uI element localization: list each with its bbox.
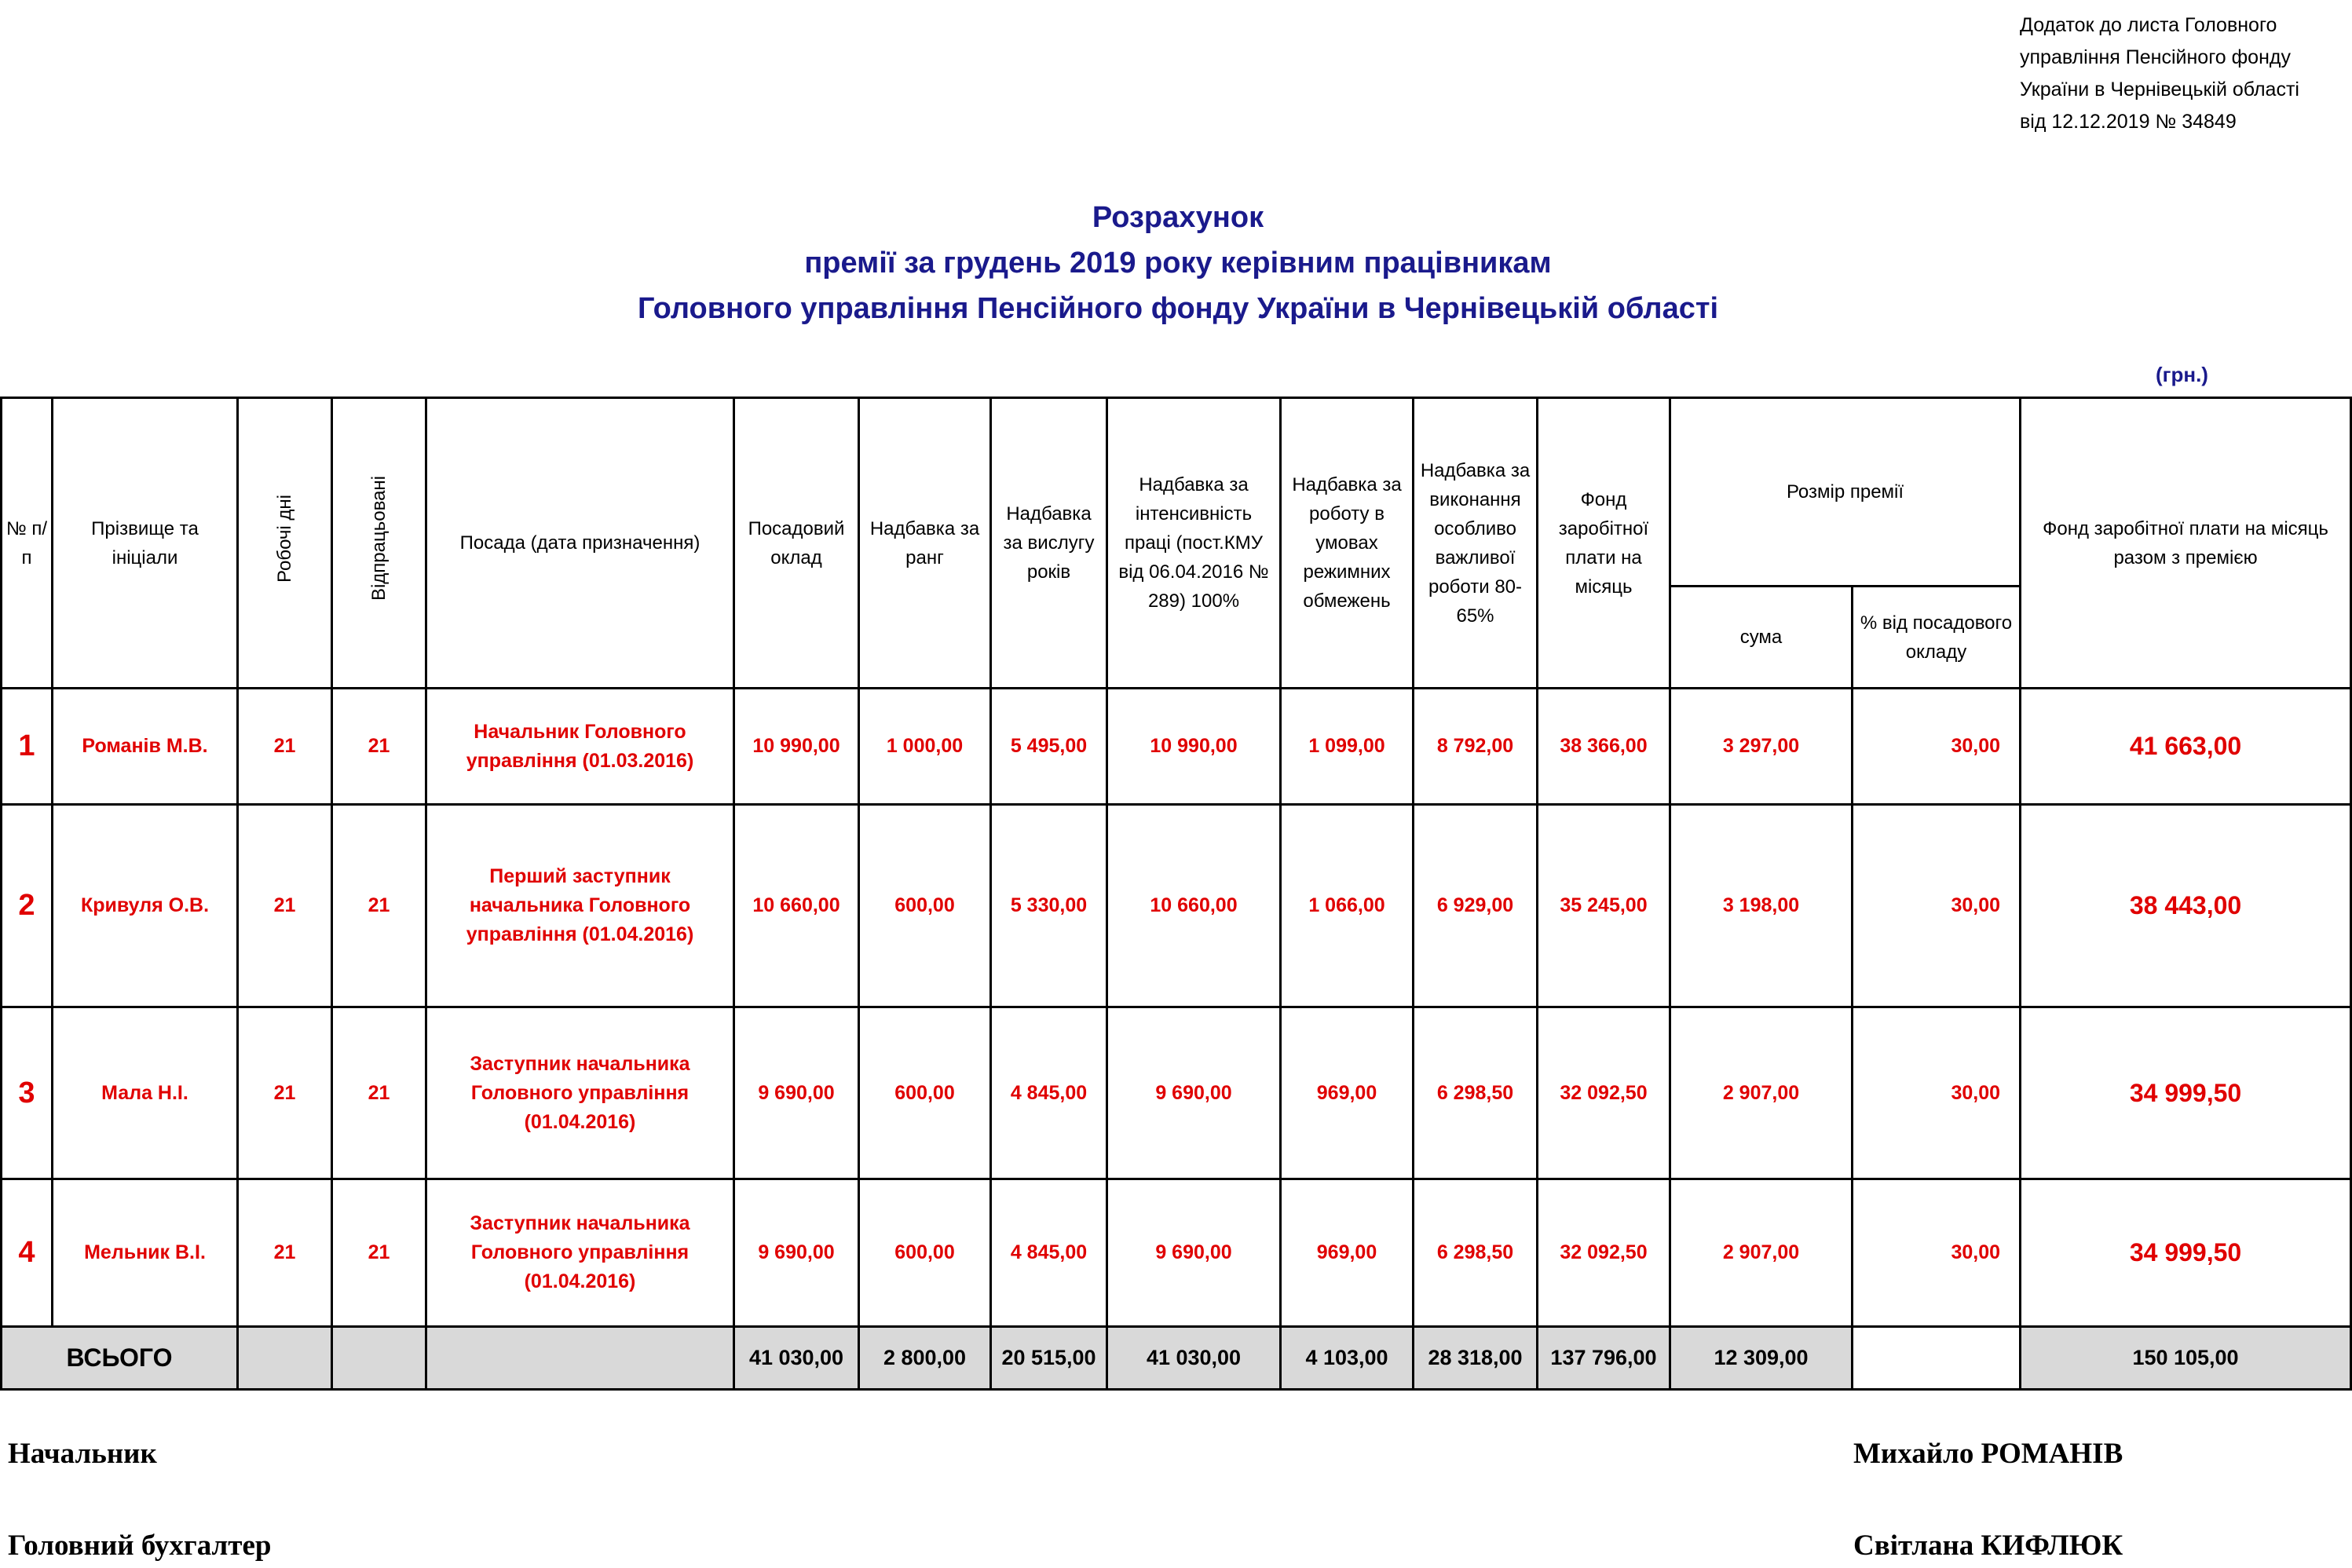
cell-name: Мала Н.І. bbox=[53, 1007, 238, 1179]
cell-total: 38 443,00 bbox=[2021, 805, 2351, 1007]
totals-bonus: 12 309,00 bbox=[1670, 1327, 1853, 1390]
cell-bonus: 3 198,00 bbox=[1670, 805, 1853, 1007]
cell-name: Мельник В.І. bbox=[53, 1179, 238, 1327]
cell-days: 21 bbox=[238, 805, 332, 1007]
annex-line: управління Пенсійного фонду bbox=[2020, 46, 2291, 68]
cell-num: 1 bbox=[2, 689, 53, 805]
col-header-work-days: Робочі дні bbox=[238, 398, 332, 689]
cell-pct: 30,00 bbox=[1853, 1179, 2021, 1327]
cell-rank: 600,00 bbox=[859, 1179, 991, 1327]
cell-seniority: 4 845,00 bbox=[991, 1179, 1107, 1327]
cell-intensity: 10 990,00 bbox=[1107, 689, 1281, 805]
annex-line: України в Чернівецькій області bbox=[2020, 79, 2299, 101]
totals-pct bbox=[1853, 1327, 2021, 1390]
cell-salary: 10 660,00 bbox=[734, 805, 859, 1007]
cell-total: 34 999,50 bbox=[2021, 1007, 2351, 1179]
cell-worked: 21 bbox=[332, 805, 426, 1007]
totals-intensity: 41 030,00 bbox=[1107, 1327, 1281, 1390]
chief-title: Начальник bbox=[8, 1438, 157, 1470]
cell-position: Заступник начальника Головного управління (01.04.2016) bbox=[426, 1179, 734, 1327]
totals-label: ВСЬОГО bbox=[2, 1327, 238, 1390]
annex-note bbox=[2020, 9, 2299, 138]
document-title bbox=[0, 195, 2352, 331]
col-header-intensity: Надбавка за інтенсивність праці (пост.КМУ від 06.04.2016 № 289) 100% bbox=[1107, 398, 1281, 689]
col-header-num: № п/п bbox=[2, 398, 53, 689]
cell-num: 2 bbox=[2, 805, 53, 1007]
cell-worked: 21 bbox=[332, 1179, 426, 1327]
cell-num: 3 bbox=[2, 1007, 53, 1179]
accountant-title: Головний бухгалтер bbox=[8, 1530, 272, 1562]
col-header-worked: Відпрацьовані bbox=[332, 398, 426, 689]
cell-rank: 1 000,00 bbox=[859, 689, 991, 805]
cell-salary: 10 990,00 bbox=[734, 689, 859, 805]
cell-position: Заступник начальника Головного управління (01.04.2016) bbox=[426, 1007, 734, 1179]
cell-worked: 21 bbox=[332, 1007, 426, 1179]
cell-seniority: 4 845,00 bbox=[991, 1007, 1107, 1179]
bonus-table bbox=[0, 397, 2352, 1391]
cell-bonus: 2 907,00 bbox=[1670, 1179, 1853, 1327]
totals-important: 28 318,00 bbox=[1414, 1327, 1538, 1390]
cell-fund: 32 092,50 bbox=[1538, 1179, 1670, 1327]
totals-total: 150 105,00 bbox=[2021, 1327, 2351, 1390]
title-line: Розрахунок bbox=[1092, 201, 1264, 234]
col-header-position: Посада (дата призначення) bbox=[426, 398, 734, 689]
cell-intensity: 9 690,00 bbox=[1107, 1179, 1281, 1327]
header-row bbox=[2, 398, 2351, 587]
cell-name: Романів М.В. bbox=[53, 689, 238, 805]
chief-name: Михайло РОМАНІВ bbox=[1853, 1438, 2123, 1470]
cell-important: 8 792,00 bbox=[1414, 689, 1538, 805]
cell-pct: 30,00 bbox=[1853, 689, 2021, 805]
cell-regime: 1 066,00 bbox=[1281, 805, 1414, 1007]
totals-seniority: 20 515,00 bbox=[991, 1327, 1107, 1390]
col-header-rank: Надбавка за ранг bbox=[859, 398, 991, 689]
cell-bonus: 3 297,00 bbox=[1670, 689, 1853, 805]
cell-position: Начальник Головного управління (01.03.2016) bbox=[426, 689, 734, 805]
cell-intensity: 10 660,00 bbox=[1107, 805, 1281, 1007]
cell-total: 41 663,00 bbox=[2021, 689, 2351, 805]
units-label: (грн.) bbox=[2156, 363, 2208, 386]
totals-empty bbox=[238, 1327, 332, 1390]
cell-total: 34 999,50 bbox=[2021, 1179, 2351, 1327]
col-header-bonus-pct: % від посадового окладу bbox=[1853, 587, 2021, 689]
cell-salary: 9 690,00 bbox=[734, 1179, 859, 1327]
totals-empty bbox=[332, 1327, 426, 1390]
cell-worked: 21 bbox=[332, 689, 426, 805]
col-header-bonus: Розмір премії bbox=[1670, 398, 2021, 587]
cell-fund: 35 245,00 bbox=[1538, 805, 1670, 1007]
cell-num: 4 bbox=[2, 1179, 53, 1327]
cell-salary: 9 690,00 bbox=[734, 1007, 859, 1179]
cell-bonus: 2 907,00 bbox=[1670, 1007, 1853, 1179]
col-header-name: Прізвище та ініціали bbox=[53, 398, 238, 689]
col-header-important: Надбавка за виконання особливо важливої роботи 80-65% bbox=[1414, 398, 1538, 689]
annex-line: Додаток до листа Головного bbox=[2020, 14, 2277, 36]
totals-rank: 2 800,00 bbox=[859, 1327, 991, 1390]
cell-regime: 969,00 bbox=[1281, 1179, 1414, 1327]
table-row bbox=[2, 805, 2351, 1007]
cell-fund: 32 092,50 bbox=[1538, 1007, 1670, 1179]
col-header-seniority: Надбавка за вислугу років bbox=[991, 398, 1107, 689]
cell-seniority: 5 495,00 bbox=[991, 689, 1107, 805]
totals-empty bbox=[426, 1327, 734, 1390]
cell-important: 6 298,50 bbox=[1414, 1179, 1538, 1327]
cell-important: 6 298,50 bbox=[1414, 1007, 1538, 1179]
col-header-fund: Фонд заробітної плати на місяць bbox=[1538, 398, 1670, 689]
table-row bbox=[2, 1179, 2351, 1327]
annex-line: від 12.12.2019 № 34849 bbox=[2020, 111, 2237, 133]
cell-rank: 600,00 bbox=[859, 1007, 991, 1179]
cell-days: 21 bbox=[238, 1179, 332, 1327]
col-header-salary: Посадовий оклад bbox=[734, 398, 859, 689]
cell-rank: 600,00 bbox=[859, 805, 991, 1007]
col-header-fund-total: Фонд заробітної плати на місяць разом з премією bbox=[2021, 398, 2351, 689]
cell-pct: 30,00 bbox=[1853, 805, 2021, 1007]
totals-fund: 137 796,00 bbox=[1538, 1327, 1670, 1390]
cell-name: Кривуля О.В. bbox=[53, 805, 238, 1007]
cell-pct: 30,00 bbox=[1853, 1007, 2021, 1179]
cell-position: Перший заступник начальника Головного управління (01.04.2016) bbox=[426, 805, 734, 1007]
accountant-name: Світлана КИФЛЮК bbox=[1853, 1530, 2123, 1562]
cell-intensity: 9 690,00 bbox=[1107, 1007, 1281, 1179]
table-row bbox=[2, 689, 2351, 805]
title-line: премії за грудень 2019 року керівним працівникам bbox=[804, 247, 1552, 280]
totals-salary: 41 030,00 bbox=[734, 1327, 859, 1390]
cell-fund: 38 366,00 bbox=[1538, 689, 1670, 805]
col-header-regime: Надбавка за роботу в умовах режимних обмежень bbox=[1281, 398, 1414, 689]
cell-days: 21 bbox=[238, 1007, 332, 1179]
title-line: Головного управління Пенсійного фонду України в Чернівецькій області bbox=[637, 292, 1718, 325]
totals-row bbox=[2, 1327, 2351, 1390]
cell-regime: 1 099,00 bbox=[1281, 689, 1414, 805]
cell-important: 6 929,00 bbox=[1414, 805, 1538, 1007]
cell-days: 21 bbox=[238, 689, 332, 805]
cell-regime: 969,00 bbox=[1281, 1007, 1414, 1179]
totals-regime: 4 103,00 bbox=[1281, 1327, 1414, 1390]
table-row bbox=[2, 1007, 2351, 1179]
cell-seniority: 5 330,00 bbox=[991, 805, 1107, 1007]
col-header-bonus-sum: сума bbox=[1670, 587, 1853, 689]
